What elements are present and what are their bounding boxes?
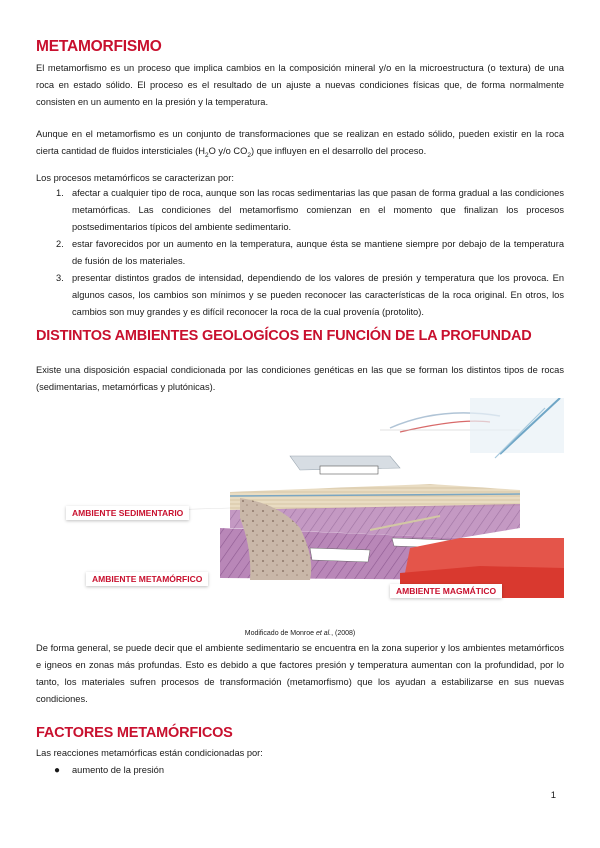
list-item <box>36 185 564 236</box>
list-item <box>36 762 564 779</box>
paragraph-fluids-mid: O y/o CO <box>208 146 248 156</box>
geological-environments-figure <box>72 398 564 618</box>
page-number: 1 <box>550 790 556 801</box>
section-title-ambientes: DISTINTOS AMBIENTES GEOLOGÍCOS EN FUNCIÓN DE LA PROFUNDAD <box>36 328 532 344</box>
caption-end: , (2008) <box>331 630 356 637</box>
list-number: 2. <box>56 239 64 249</box>
list-number: 3. <box>56 273 64 283</box>
factores-list <box>36 762 564 779</box>
caption-start: Modificado de Monroe <box>244 630 316 637</box>
section-title-metamorfismo: METAMORFISMO <box>36 38 162 55</box>
paragraph-intro-list: Los procesos metamórficos se caracterizan por: <box>36 173 234 183</box>
paragraph-ambientes-intro: Existe una disposición espacial condicionada por las condiciones genéticas en las que se forman los distintos tipos de rocas (sedimentarias, metamórficas y plutónicas). <box>36 365 564 392</box>
paragraph-fluids-end: ) que influyen en el desarrollo del proceso. <box>250 146 427 156</box>
list-item <box>36 236 564 270</box>
paragraph-fluids <box>36 126 564 164</box>
figure-caption <box>36 630 564 637</box>
bullet-icon: ● <box>54 765 61 776</box>
paragraph-factores-intro: Las reacciones metamórficas están condicionadas por: <box>36 748 263 758</box>
paragraph-definition: El metamorfismo es un proceso que implica cambios en la composición mineral y/o en la microestructura (o textura) de una roca en estado sólido. El proceso es el resultado de un ajuste a nuevas condiciones físicas que, de forma normalmente consisten en un aumento en la presión y la temperatura. <box>36 63 564 107</box>
list-text: afectar a cualquier tipo de roca, aunque son las rocas sedimentarias las que pasan de forma gradual a las condiciones metamórficas. Las condiciones del metamorfismo comienzan en el momento que finalizan los procesos postsedimentarios típicos del ambiente sedimentario. <box>72 188 564 232</box>
characteristics-list <box>36 185 564 321</box>
label-ambiente-magmatico: AMBIENTE MAGMÁTICO <box>390 584 502 598</box>
label-ambiente-metamorfico: AMBIENTE METAMÓRFICO <box>86 572 208 586</box>
caption-et-al: et al. <box>315 630 332 637</box>
section-title-factores: FACTORES METAMÓRFICOS <box>36 725 233 741</box>
subscript-co2: 2 <box>247 151 251 159</box>
list-number: 1. <box>56 188 64 198</box>
list-text: aumento de la presión <box>72 765 164 775</box>
paragraph-fluids-start: Aunque en el metamorfismo es un conjunto de transformaciones que se realizan en estado sólido, pueden existir en la roca cierta cantidad de fluidos intersticiales (H <box>36 129 564 156</box>
subscript-h2o: 2 <box>204 151 209 159</box>
list-item <box>36 270 564 321</box>
list-text: presentar distintos grados de intensidad, dependiendo de los valores de presión y temperatura que los provoca. En algunos casos, los cambios son mínimos y se pueden reconocer las características de la roca original. En otros, los cambios son muy grandes y es difícil reconocer la roca de la cual provenía (protolito). <box>72 273 564 317</box>
list-text: estar favorecidos por un aumento en la temperatura, aunque ésta se mantiene siempre por debajo de la temperatura de fusión de los materiales. <box>72 239 564 266</box>
label-ambiente-sedimentario: AMBIENTE SEDIMENTARIO <box>66 506 189 520</box>
paragraph-ambientes-conclusion: De forma general, se puede decir que el ambiente sedimentario se encuentra en la zona superior y los ambientes metamórficos e igneos en zonas más profundas. Esto es debido a que factores presión y temperatura aumentan con la profundidad, por lo tanto, los materiales sufren procesos de transformación (metamorfismo) que los ayudan a estabilizarse en sus nuevas condiciones. <box>36 643 564 704</box>
